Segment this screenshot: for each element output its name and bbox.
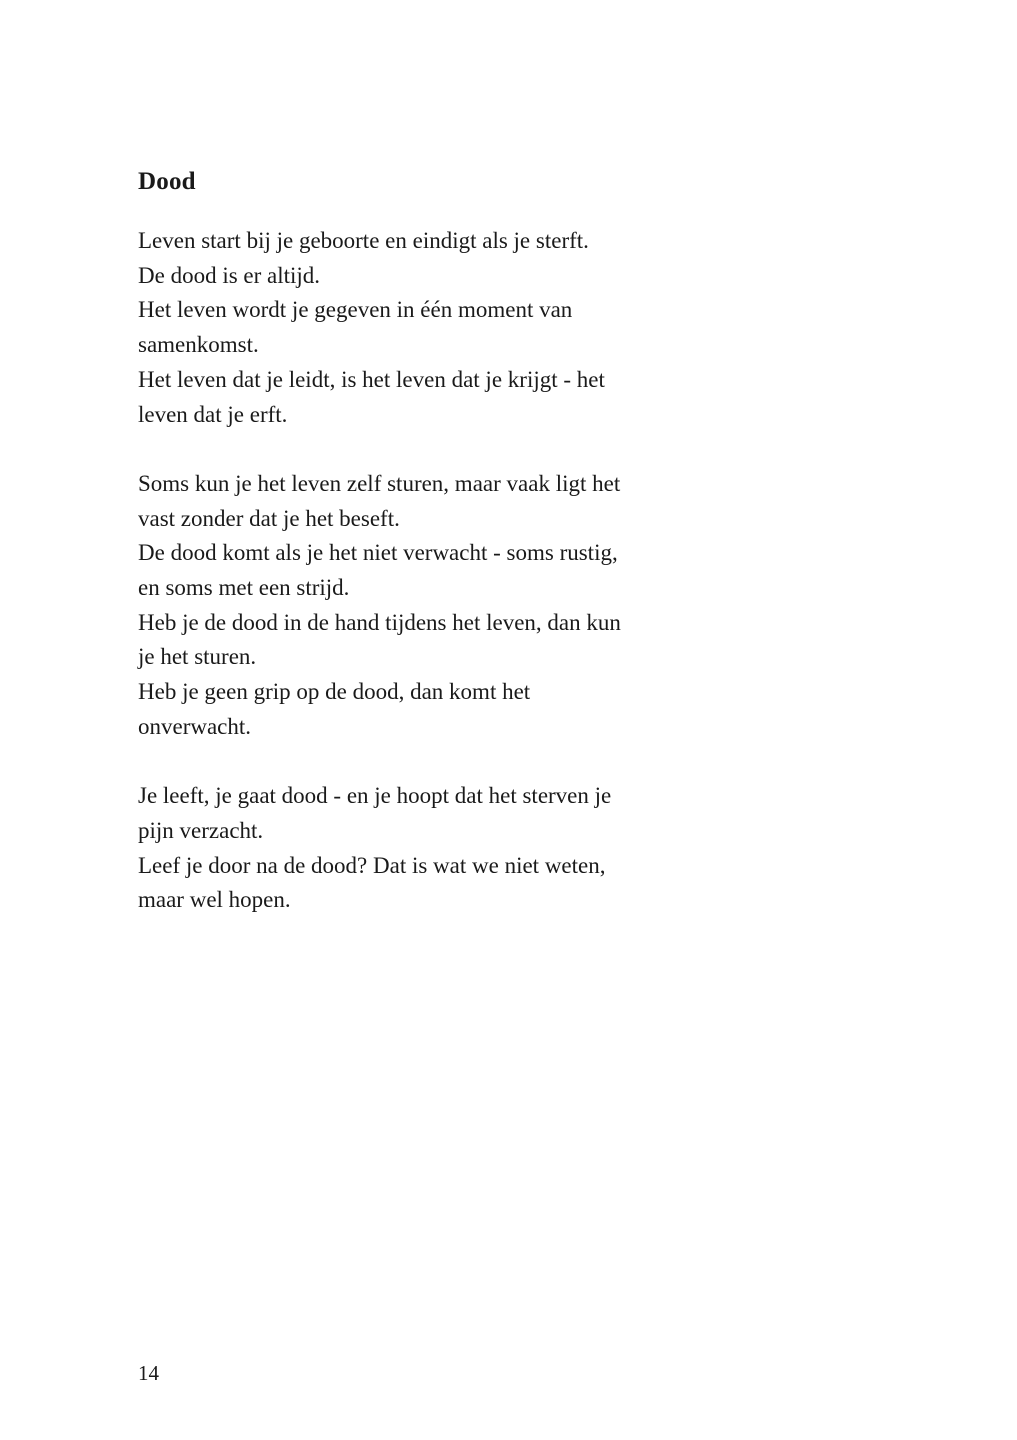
poem-line: Leven start bij je geboorte en eindigt als je sterft. <box>138 228 589 253</box>
poem-title: Dood <box>138 168 196 195</box>
poem-line: De dood is er altijd. <box>138 262 321 288</box>
poem-line: pijn verzacht. <box>138 817 264 843</box>
poem-line: Heb je de dood in de hand tijdens het leven, dan kun <box>138 609 621 635</box>
poem-line: Het leven dat je leidt, is het leven dat je krijgt - het <box>138 366 605 392</box>
poem-line: De dood komt als je het niet verwacht - soms rustig, <box>138 540 618 566</box>
poem-line: maar wel hopen. <box>138 887 291 913</box>
stanza-3 <box>138 779 758 918</box>
stanza-2 <box>138 467 758 745</box>
poem-line: Heb je geen grip op de dood, dan komt het <box>138 679 531 705</box>
poem-line: je het sturen. <box>138 644 257 670</box>
poem-line: Leef je door na de dood? Dat is wat we niet weten, <box>138 852 606 878</box>
page-number: 14 <box>138 1361 159 1385</box>
poem-line: Het leven wordt je gegeven in één moment van <box>138 297 573 323</box>
poem-line: samenkomst. <box>138 332 259 358</box>
poem-line: en soms met een strijd. <box>138 575 350 601</box>
poem-line: leven dat je erft. <box>138 401 288 427</box>
stanza-1 <box>138 224 758 432</box>
poem-line: Soms kun je het leven zelf sturen, maar vaak ligt het <box>138 470 621 496</box>
poem-line: onverwacht. <box>138 713 252 739</box>
poem-line: vast zonder dat je het beseft. <box>138 505 400 531</box>
poem-body <box>138 224 758 953</box>
poem-line: Je leeft, je gaat dood - en je hoopt dat het sterven je <box>138 783 612 809</box>
